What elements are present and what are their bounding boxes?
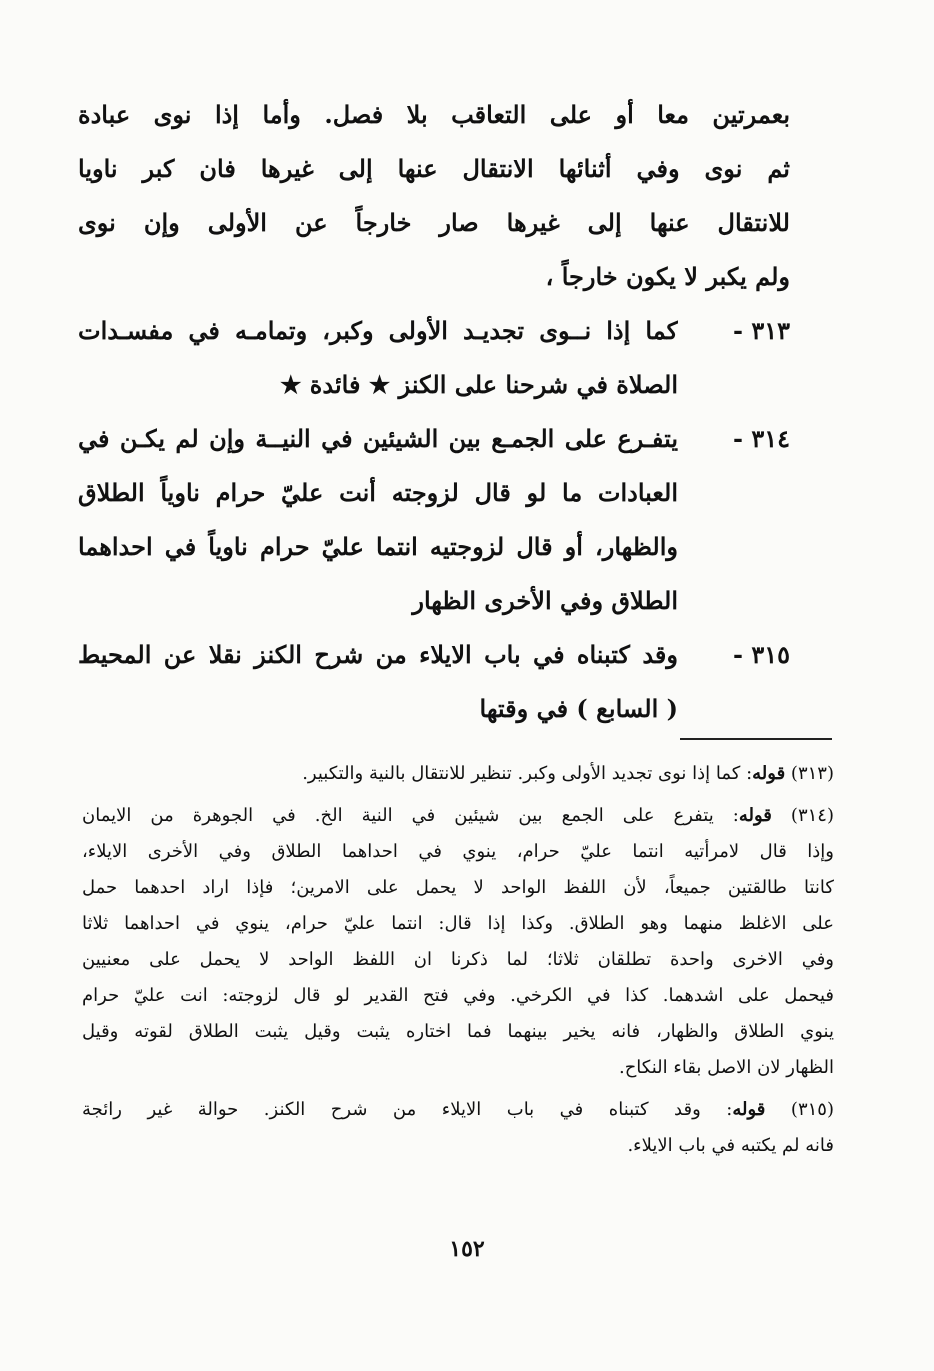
footnote-keyword: قوله xyxy=(732,1099,766,1120)
footnote-line: كانتا طالقتين جميعاً، لأن اللفظ الواحد لا يحمل على الامرين؛ فإذا اراد احدهما حمل xyxy=(82,877,834,898)
entry-line: الصلاة في شرحنا على الكنز ★ فائدة ★ xyxy=(279,370,678,399)
entry-315 xyxy=(78,628,790,736)
entry-line: ( السابع ) في وقتها xyxy=(479,694,678,723)
footnote-separator xyxy=(680,738,832,740)
entry-line: والظهار، أو قال لزوجتيه انتما عليّ حرام ناوياً في احداهما xyxy=(78,532,678,561)
footnote-line: ينوي الطلاق والظهار، فانه يخير بينهما فما اختاره يثبت وقيل يثبت الطلاق لقوته وقيل xyxy=(82,1021,834,1042)
entry-line: العبادات ما لو قال لزوجته أنت عليّ حرام ناوياً الطلاق xyxy=(78,478,678,507)
footnote-ref: (٣١٣) xyxy=(790,763,834,784)
footnote-line: فيحمل على اشدهما. كذا في الكرخي. وفي فتح القدير لو قال لزوجته: انت عليّ حرام xyxy=(82,985,834,1006)
footnote-ref: (٣١٥) xyxy=(790,1099,834,1120)
footnote-line xyxy=(82,1092,834,1128)
intro-line-4: ولم يكبر لا يكون خارجاً ، xyxy=(545,262,790,291)
footnote-ref: (٣١٤) xyxy=(790,805,834,826)
footnote-text: : كما إذا نوى تجديد الأولى وكبر. تنظير للانتقال بالنية والتكبير. xyxy=(302,763,753,784)
footnote-keyword: قوله xyxy=(738,805,772,826)
footnote-line: على الاغلظ منهما وهو الطلاق. وكذا إذا قال: انتما عليّ حرام، ينوي في احداهما ثلاثا xyxy=(82,913,834,934)
footnotes xyxy=(82,756,834,1164)
footnote-line: وفي الاخرى واحدة تطلقان ثلاثا؛ لما ذكرنا ان اللفظ الواحد لا يحمل على معنيين xyxy=(82,949,834,970)
footnote-line: فانه لم يكتبه في باب الايلاء. xyxy=(627,1135,834,1156)
footnote-text: : يتفرع على الجمع بين شيئين في النية الخ. في الجوهرة من الايمان xyxy=(82,805,739,826)
footnote-314 xyxy=(82,798,834,1086)
intro-line-3: للانتقال عنها إلى غيرها صار خارجاً عن الأولى وإن نوى xyxy=(78,208,790,237)
intro-line-2: ثم نوى وفي أثنائها الانتقال عنها إلى غيرها فان كبر ناويا xyxy=(78,154,790,183)
intro-line-1: بعمرتين معا أو على التعاقب بلا فصل. وأما إذا نوى عبادة xyxy=(78,100,790,129)
entry-line: الطلاق وفي الأخرى الظهار xyxy=(412,586,678,615)
entry-number: ٣١٥ - xyxy=(733,640,790,669)
footnote-text: : وقد كتبناه في باب الايلاء من شرح الكنز. حوالة غير رائجة xyxy=(82,1099,733,1120)
footnote-315 xyxy=(82,1092,834,1164)
entry-number: ٣١٤ - xyxy=(733,424,790,453)
entry-line: وقد كتبناه في باب الايلاء من شرح الكنز نقلا عن المحيط xyxy=(78,640,678,669)
main-text xyxy=(78,88,790,736)
entry-line: كما إذا نــوى تجديـد الأولى وكبر، وتمامـه في مفسـدات xyxy=(78,316,678,345)
entry-314 xyxy=(78,412,790,628)
entry-line: يتفـرع على الجمـع بين الشيئين في النيــة وإن لم يكـن في xyxy=(78,424,678,453)
footnote-line: وإذا قال لامرأتيه انتما عليّ حرام، ينوي في احداهما الطلاق وفي الأخرى الايلاء، xyxy=(82,841,834,862)
footnote-line: الظهار لان الاصل بقاء النكاح. xyxy=(618,1057,834,1078)
page-number: ١٥٢ xyxy=(449,1236,485,1262)
footnote-line xyxy=(82,756,834,792)
footnote-keyword: قوله xyxy=(752,763,786,784)
entry-313 xyxy=(78,304,790,412)
entry-number: ٣١٣ - xyxy=(733,316,790,345)
footnote-line xyxy=(82,798,834,834)
footnote-313 xyxy=(82,756,834,792)
